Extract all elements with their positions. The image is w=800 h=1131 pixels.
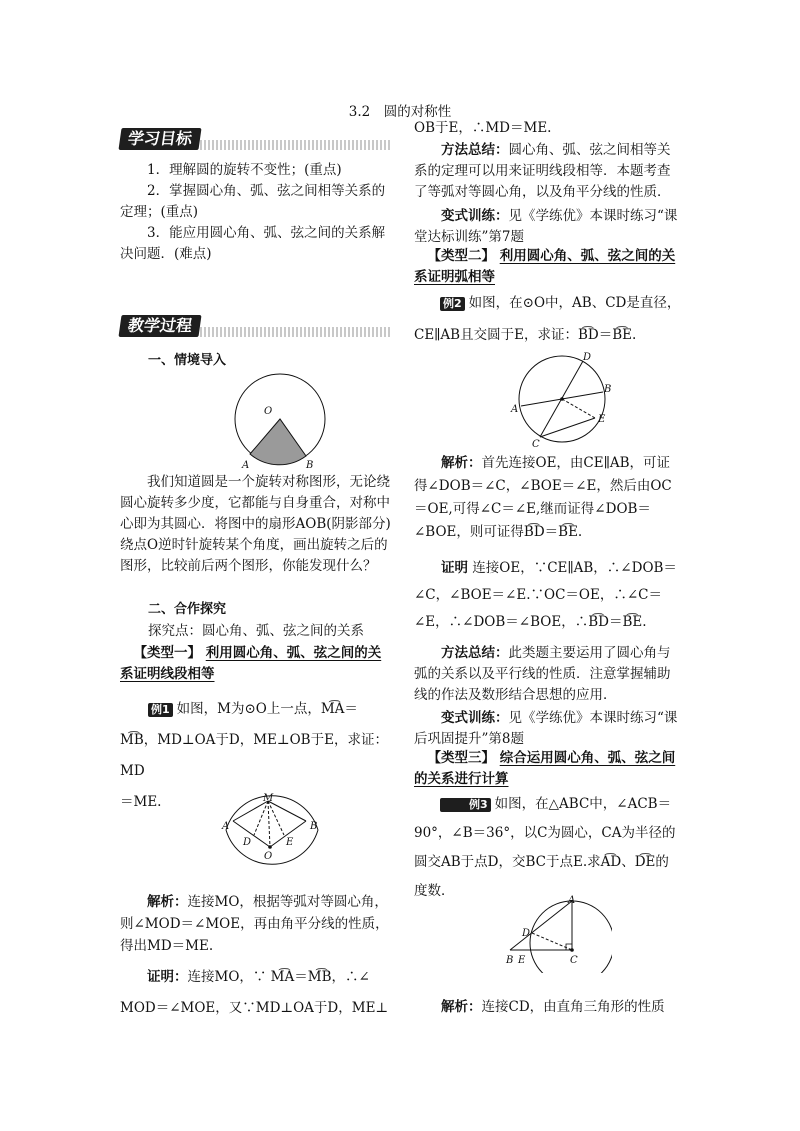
type1-heading: 【类型一】 利用圆心角、弧、弦之间的关系证明线段相等 [120,645,382,682]
page-title: 3.2 圆的对称性 [348,104,452,120]
svg-text:D: D [522,928,531,939]
goal-item: 2．掌握圆心角、弧、弦之间相等关系的定理；(重点) [120,183,386,220]
figure-example2 [505,350,615,450]
example-badge: 例1 [148,703,173,717]
svg-text:D: D [243,837,252,848]
svg-text:C: C [570,955,578,966]
section-header-process [120,315,392,339]
svg-text:B: B [506,955,514,966]
subsection-intro: 一、情境导入 [148,353,227,368]
label-b: B [306,460,314,471]
svg-text:A: A [511,404,519,415]
svg-text:B: B [604,384,612,395]
variant-training-1: 变式训练：见《学练优》本课时练习“课堂达标训练”第7题 [414,208,678,245]
type2-heading: 【类型二】 利用圆心角、弧、弦之间的关系证明弧相等 [414,248,676,285]
svg-text:D: D [583,352,592,363]
figure-example3 [502,893,612,973]
analysis1: 解析：连接MO，根据等弧对等圆心角，则∠MOD＝∠MOE，再由角平分线的性质，得出MD＝ME. [120,894,389,954]
right-continuation: OB于E，∴MD＝ME. [414,120,552,136]
svg-text:B: B [310,821,318,832]
label-a: A [242,460,250,471]
example-badge: 例2 [440,297,465,311]
example-badge: 例3 [440,798,491,812]
svg-text:O: O [264,851,273,862]
proof2: 证明 连接OE，∵CE∥AB，∴∠DOB＝∠C，∠BOE＝∠E.∵OC＝OE，∴∠C＝∠E，∴∠DOB＝∠BOE，∴B͡D＝B͡E. [414,560,677,630]
sector-shaded [250,419,306,465]
section-header-goals [120,128,392,152]
figure-example1 [218,793,328,878]
intro-paragraph: 我们知道圆是一个旋转对称图形，无论绕圆心旋转多少度，它都能与自身重合，对称中心即为其圆心．将图中的扇形AOB(阴影部分)绕点O逆时针旋转某个角度，画出旋转之后的图形，比较前后两个图形，你能发现什么？ [120,474,391,574]
svg-text:E: E [286,837,294,848]
example3: 例3 如图，在△ABC中，∠ACB＝90°，∠B＝36°，以C为圆心，CA为半径的圆交AB于点D，交BC于点E.求A͡D、D͡E的度数． [414,796,676,899]
header-label: 学习目标 [118,128,201,150]
explore-point: 探究点：圆心角、弧、弦之间的关系 [148,623,364,639]
svg-text:E: E [518,955,526,966]
variant-training-2: 变式训练：见《学练优》本课时练习“课后巩固提升”第8题 [414,710,678,747]
svg-text:A: A [222,821,230,832]
method-summary-1: 方法总结：圆心角、弧、弦之间相等关系的定理可以用来证明线段相等．本题考查了等弧对等圆心角，以及角平分线的性质． [414,142,671,200]
svg-text:E: E [598,414,606,425]
analysis2: 解析：首先连接OE，由CE∥AB，可证得∠DOB＝∠C，∠BOE＝∠E，然后由OC＝OE,可得∠C＝∠E,继而证得∠DOB＝∠BOE，则可证得B͡D＝B͡E. [414,455,672,540]
goals-list [120,160,392,265]
method-summary-2: 方法总结：此类题主要运用了圆心角与弧的关系以及平行线的性质．注意掌握辅助线的作法及数形结合思想的应用． [414,645,671,703]
subsection-explore: 二、合作探究 [148,602,227,617]
header-label: 教学过程 [118,315,201,337]
type3-heading: 【类型三】 综合运用圆心角、弧、弦之间的关系进行计算 [414,750,676,787]
analysis3: 解析：连接CD，由直角三角形的性质 [441,999,665,1015]
proof1: 证明：连接MO，∵ M͡A＝M͡B，∴∠ MOD＝∠MOE，又∵MD⊥OA于D，ME⊥ [120,969,389,1016]
svg-text:C: C [532,439,540,450]
figure-sector [220,372,340,472]
svg-text:A: A [568,895,576,906]
goal-item: 3．能应用圆心角、弧、弦之间的关系解决问题．(难点) [120,225,386,262]
label-o: O [264,406,273,417]
svg-text:M: M [263,793,274,804]
example2: 例2 如图，在⊙O中，AB、CD是直径， CE∥AB且交圆于E，求证：B͡D＝B͡E. [414,295,681,343]
goal-item: 1．理解圆的旋转不变性；(重点) [147,162,342,178]
example1: 例1 如图，M为⊙O上一点，M͡A＝ M͡B，MD⊥OA于D，ME⊥OB于E，求证：MD ＝ME. [120,701,388,810]
